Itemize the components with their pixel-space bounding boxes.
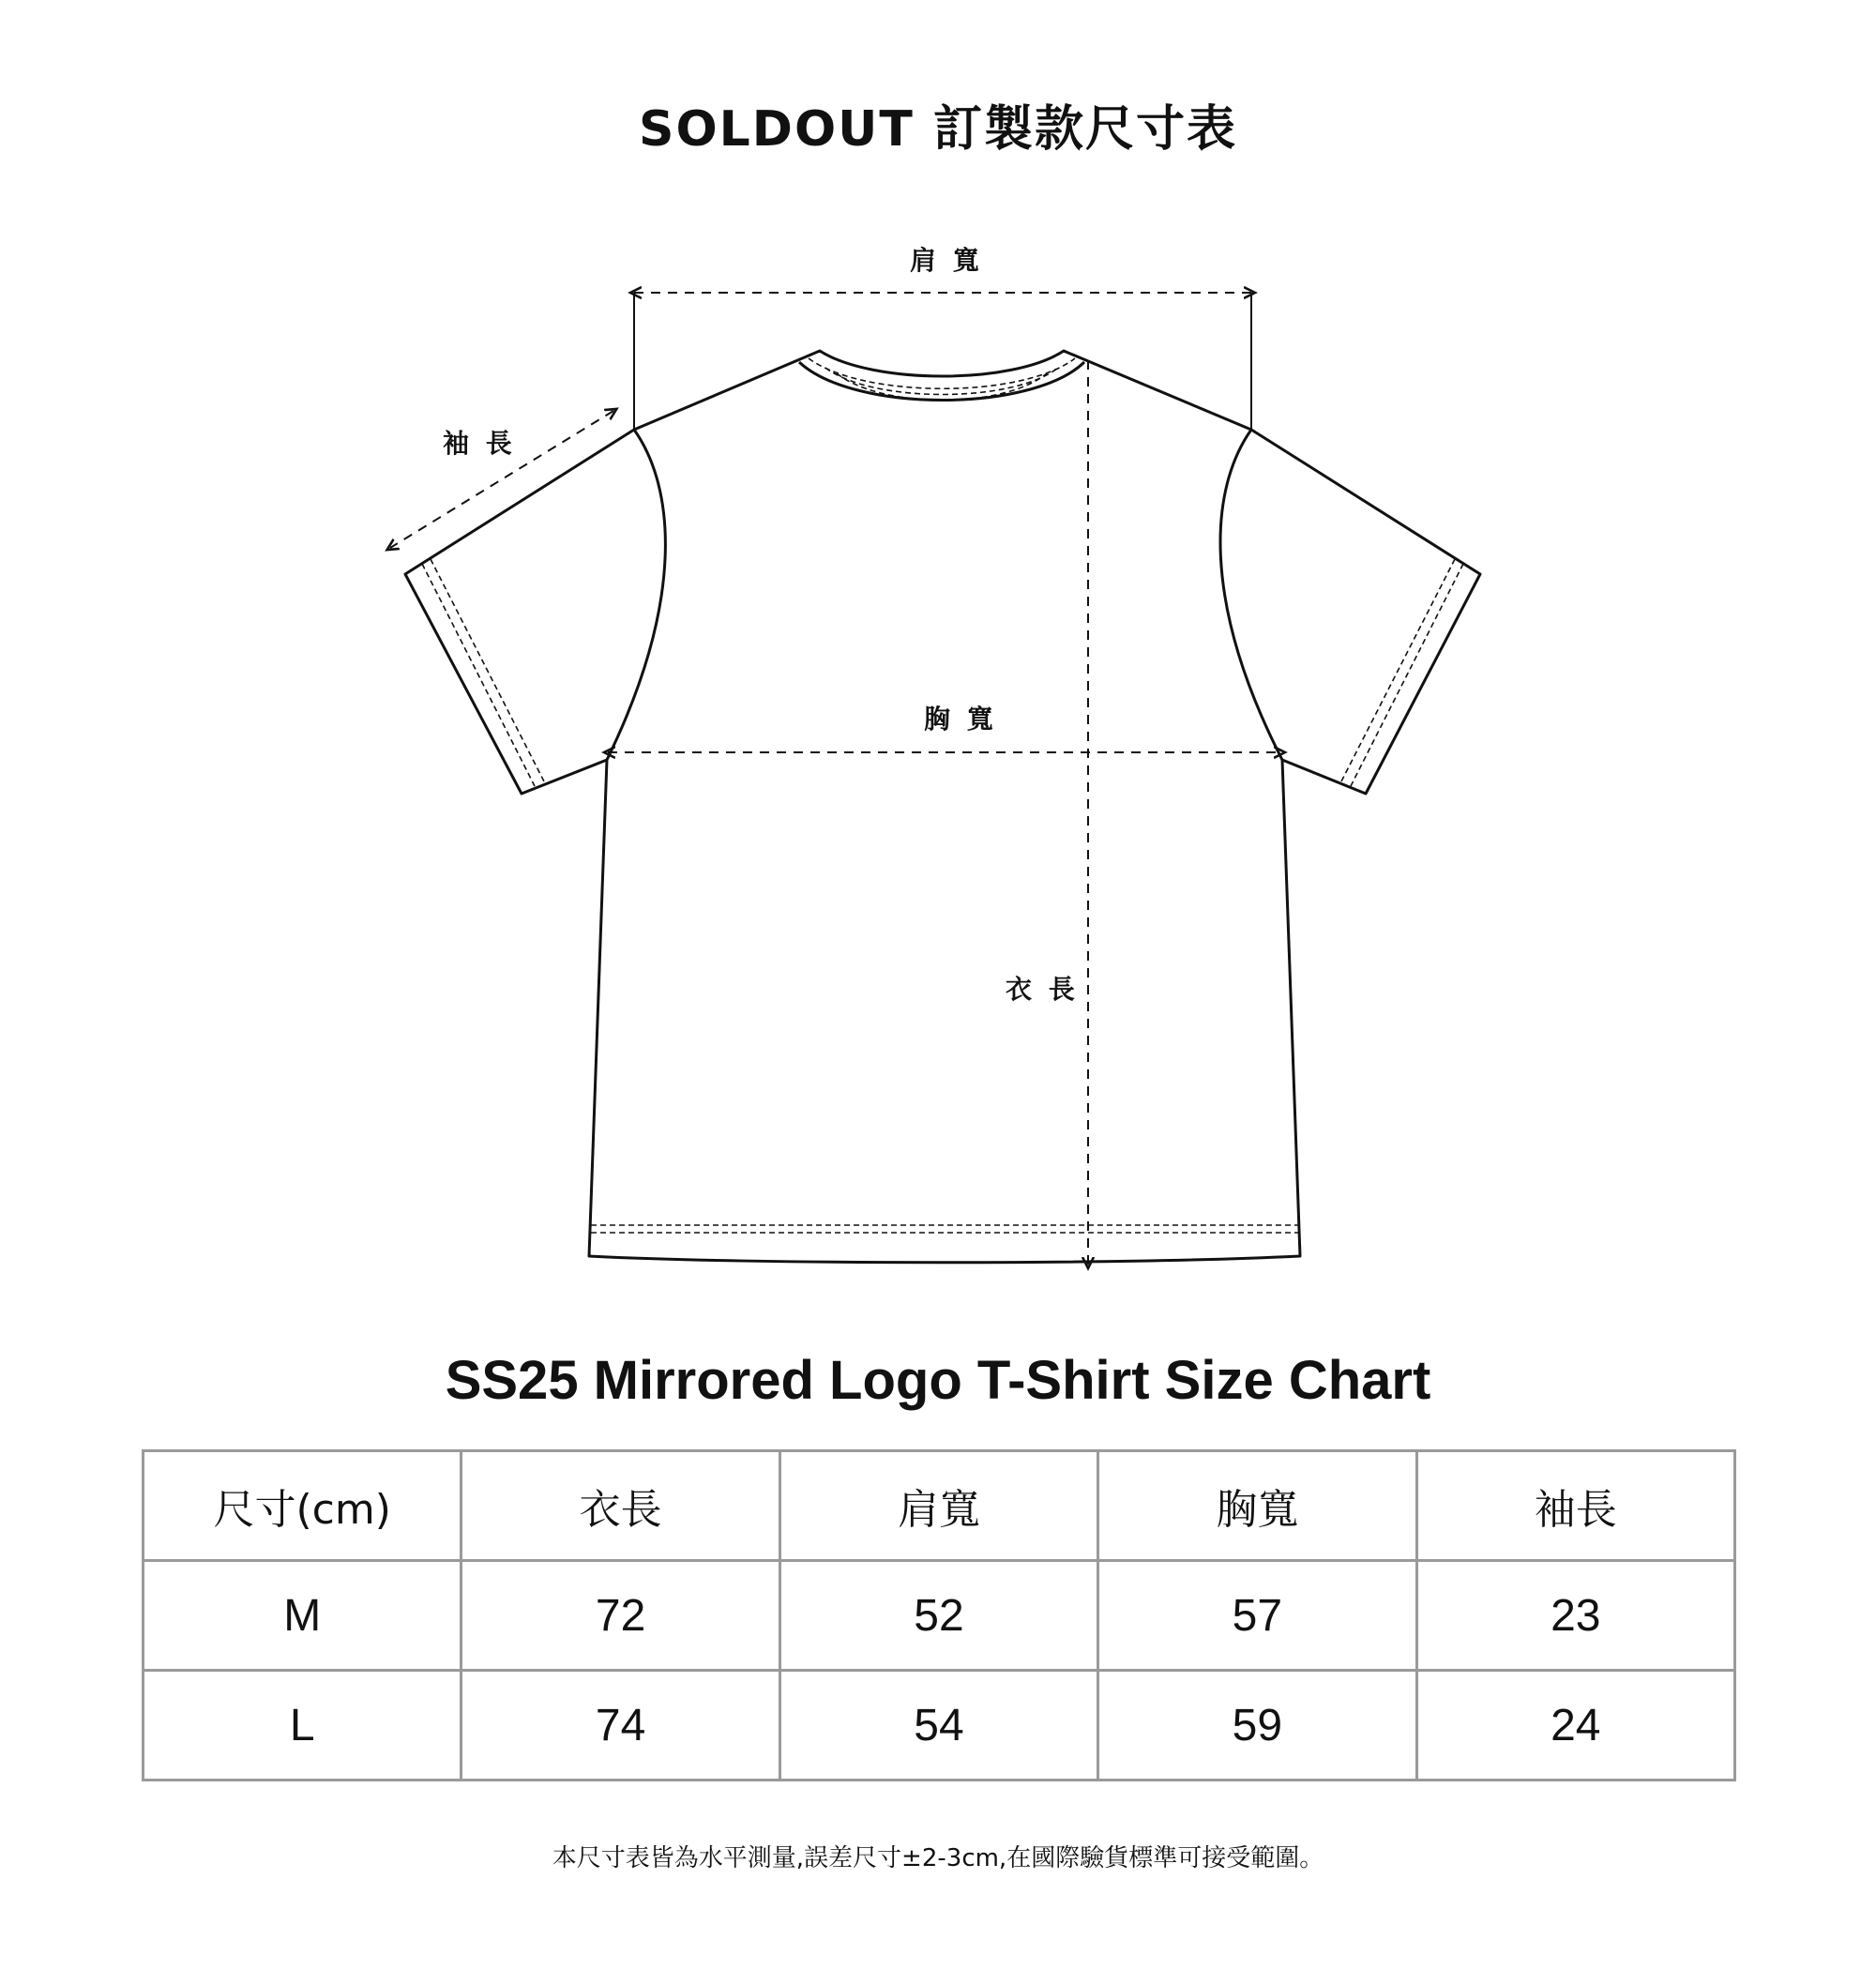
shoulder-width-label: 肩 寬 xyxy=(910,245,983,276)
sleeve-hem-stitching xyxy=(422,559,1463,786)
body-length-label: 衣 長 xyxy=(1006,974,1079,1005)
size-table xyxy=(142,1449,1736,1781)
table-row xyxy=(144,1561,1735,1671)
collar-outer xyxy=(799,362,1084,401)
cell-size: M xyxy=(144,1561,461,1671)
cell-shoulder: 52 xyxy=(779,1561,1097,1671)
right-armhole-seam xyxy=(1220,430,1282,760)
header-chest: 胸寬 xyxy=(1098,1451,1416,1561)
left-armhole-seam xyxy=(607,430,665,760)
table-header-row xyxy=(144,1451,1735,1561)
cell-length: 74 xyxy=(461,1671,779,1781)
cell-sleeve: 24 xyxy=(1416,1671,1734,1781)
bottom-hem-stitching xyxy=(591,1225,1298,1233)
cell-shoulder: 54 xyxy=(779,1671,1097,1781)
sleeve-length-label: 袖 長 xyxy=(443,428,516,459)
header-size: 尺寸(cm) xyxy=(144,1451,461,1561)
page-title: SOLDOUT 訂製款尺寸表 xyxy=(639,101,1237,158)
chest-width-label: 胸 寬 xyxy=(924,704,997,735)
cell-chest: 57 xyxy=(1098,1561,1416,1671)
measurement-guides xyxy=(390,293,1281,1265)
size-chart-title: SS25 Mirrored Logo T-Shirt Size Chart xyxy=(445,1350,1431,1411)
table-row xyxy=(144,1671,1735,1781)
cell-sleeve: 23 xyxy=(1416,1561,1734,1671)
tshirt-outline xyxy=(405,351,1480,1263)
header-sleeve: 袖長 xyxy=(1416,1451,1734,1561)
cell-length: 72 xyxy=(461,1561,779,1671)
tshirt-body-outline xyxy=(405,351,1480,1263)
cell-chest: 59 xyxy=(1098,1671,1416,1781)
cell-size: L xyxy=(144,1671,461,1781)
header-length: 衣長 xyxy=(461,1451,779,1561)
footnote: 本尺寸表皆為水平測量,誤差尺寸±2-3cm,在國際驗貨標準可接受範圍。 xyxy=(552,1844,1324,1872)
header-shoulder: 肩寬 xyxy=(779,1451,1097,1561)
